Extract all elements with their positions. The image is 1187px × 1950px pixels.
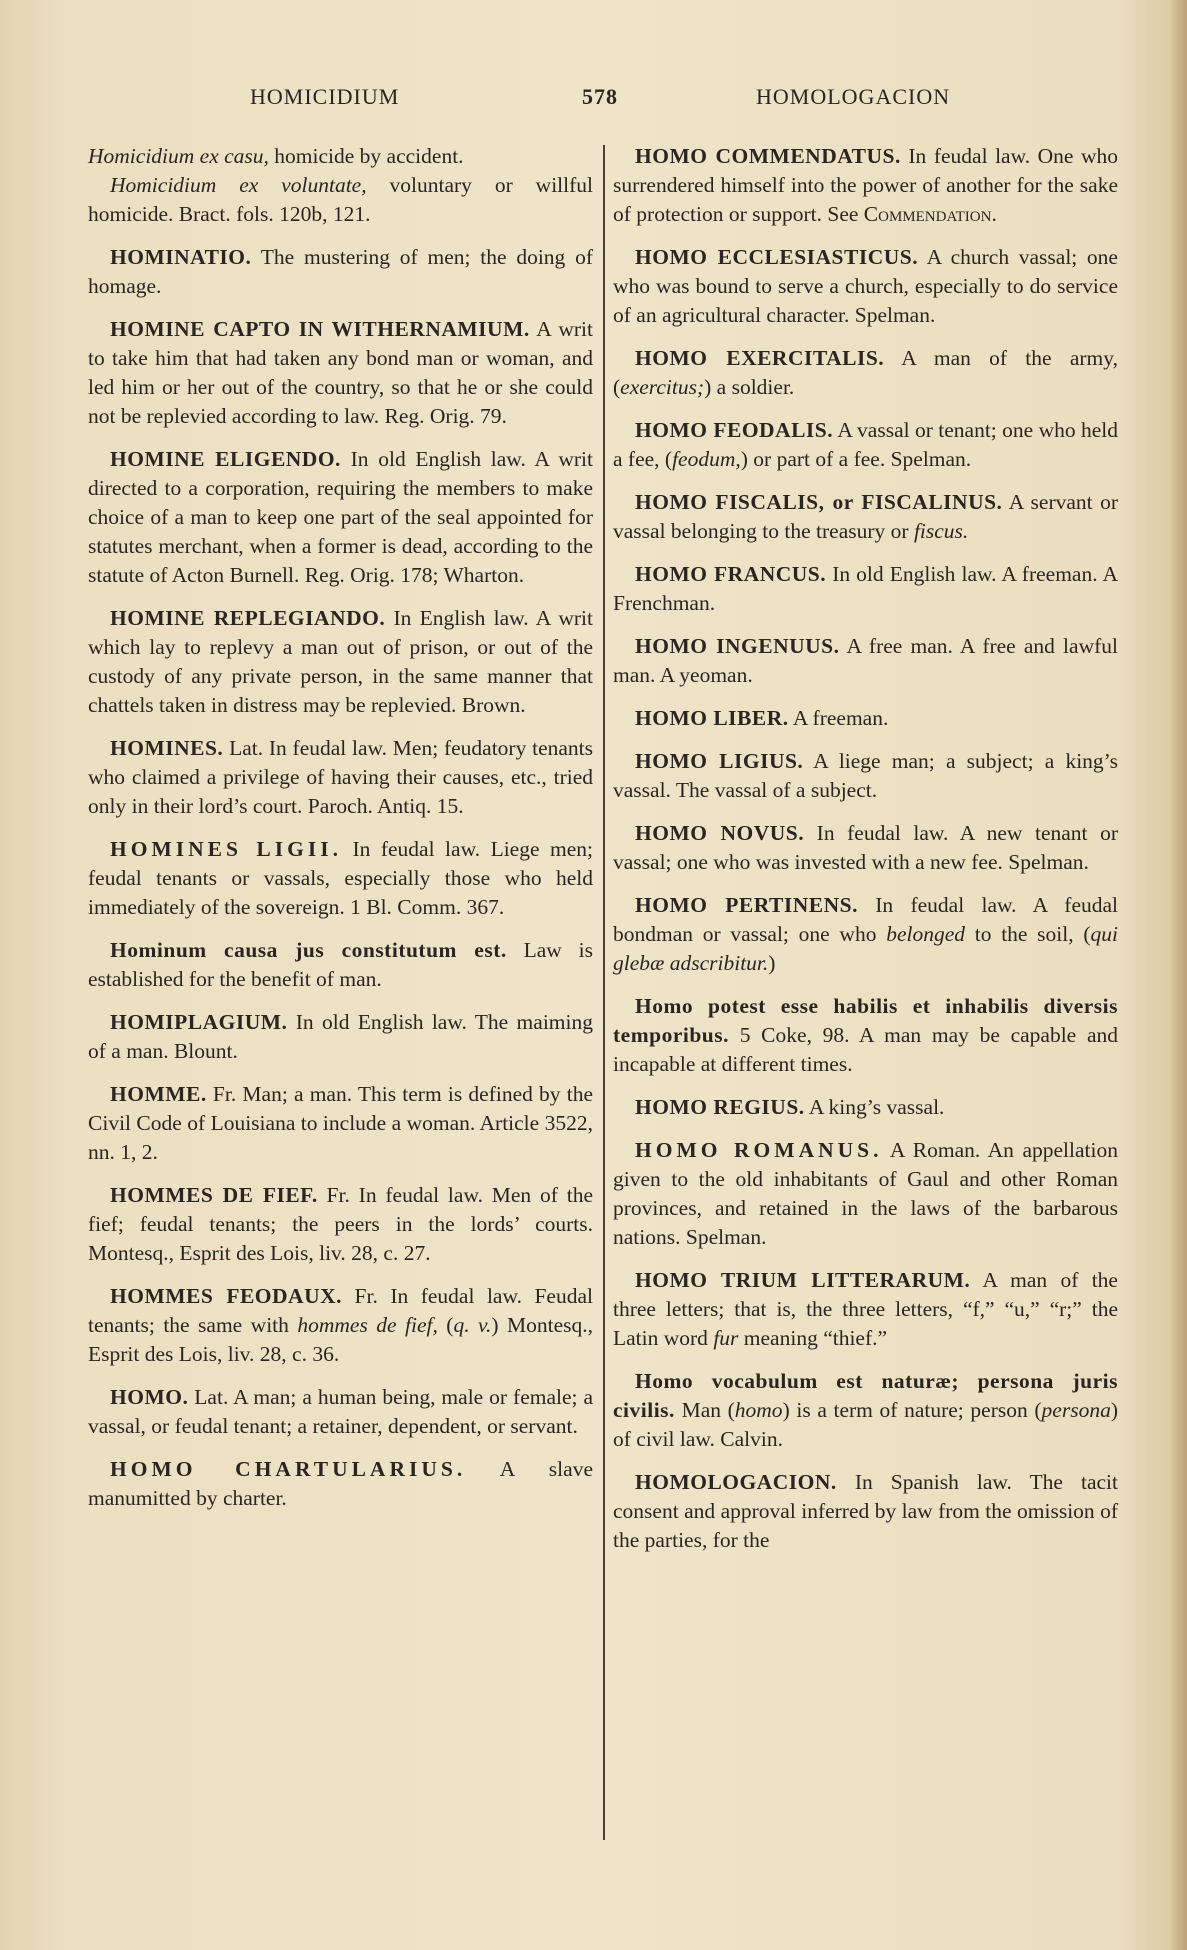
entry-text: A slave manumitted by charter. <box>88 1457 593 1510</box>
entry-text: ) a soldier. <box>704 375 795 399</box>
entry-text: In Spanish law. The tacit consent and approval inferred by law from the omission of the parties, for the <box>613 1470 1118 1552</box>
entry-headword: HOMO LIBER. <box>635 706 789 730</box>
entry-headword: HOMOLOGACION. <box>635 1470 837 1494</box>
left-column <box>88 142 593 1527</box>
page-spine-shadow <box>1169 0 1187 1950</box>
dictionary-entry <box>88 315 593 431</box>
page-number: 578 <box>582 84 618 109</box>
entry-text: In feudal law. One who surrendered himself into the power of another for the sake of protection or support. See <box>613 144 1118 226</box>
dictionary-entry <box>613 1367 1118 1454</box>
dictionary-entry <box>613 1093 1118 1122</box>
entry-text: meaning “thief.” <box>738 1326 888 1350</box>
entry-text: Fr. In feudal law. Men of the fief; feudal tenants; the peers in the lords’ courts. Montesq., Esprit des Lois, liv. 28, c. 27. <box>88 1183 593 1265</box>
entry-headword-italic: Homicidium ex casu, <box>88 144 269 168</box>
dictionary-entry <box>88 243 593 301</box>
entry-headword: Homo vocabulum est naturæ; persona juris civilis. <box>613 1369 1118 1422</box>
dictionary-entry <box>88 835 593 922</box>
entry-headword: HOMO TRIUM LITTERARUM. <box>635 1268 971 1292</box>
left-guide-word: HOMICIDIUM <box>250 84 400 109</box>
dictionary-entry <box>613 704 1118 733</box>
entry-text: Lat. A man; a human being, male or female; a vassal, or feudal tenant; a retainer, dependent, or servant. <box>88 1385 593 1438</box>
entry-italic-term: belonged <box>886 922 965 946</box>
dictionary-entry <box>613 747 1118 805</box>
dictionary-entry <box>88 1181 593 1268</box>
entry-italic-term: exercitus; <box>620 375 705 399</box>
entry-text: A free man. A free and lawful man. A yeoman. <box>613 634 1118 687</box>
entry-headword: HOMINE CAPTO IN WITHERNAMIUM. <box>110 317 530 341</box>
entry-headword: HOMO CHARTULARIUS. <box>110 1457 467 1481</box>
entry-headword: HOMINATIO. <box>110 245 252 269</box>
entry-headword: HOMINES. <box>110 736 224 760</box>
entry-headword: HOMO COMMENDATUS. <box>635 144 901 168</box>
entry-headword: HOMO FRANCUS. <box>635 562 827 586</box>
right-column <box>613 142 1118 1569</box>
entry-headword: HOMO INGENUUS. <box>635 634 840 658</box>
entry-text: In feudal law. Liege men; feudal tenants or vassals, especially those who held immediately of the sovereign. 1 Bl. Comm. 367. <box>88 837 593 919</box>
entry-text: A man of the three letters; that is, the three letters, “f,” “u,” “r;” the Latin word <box>613 1268 1118 1350</box>
dictionary-entry <box>613 488 1118 546</box>
dictionary-entry <box>88 1455 593 1513</box>
entry-text: ( <box>437 1313 454 1337</box>
entry-headword: HOMIPLAGIUM. <box>110 1010 288 1034</box>
entry-headword: Hominum causa jus constitutum est. <box>110 938 507 962</box>
dictionary-entry <box>613 632 1118 690</box>
right-guide-word: HOMOLOGACION <box>756 84 951 109</box>
entry-text: ) Montesq., Esprit des Lois, liv. 28, c. 36. <box>88 1313 593 1366</box>
cross-reference: Commendation. <box>863 202 997 226</box>
dictionary-entry <box>613 1468 1118 1555</box>
entry-text: A king’s vassal. <box>804 1095 945 1119</box>
dictionary-entry <box>88 142 593 171</box>
dictionary-entry <box>613 560 1118 618</box>
entry-headword: HOMINE REPLEGIANDO. <box>110 606 386 630</box>
dictionary-entry <box>613 891 1118 978</box>
dictionary-entry <box>88 604 593 720</box>
entry-text: ) <box>768 951 776 975</box>
entry-text: ) or part of a fee. Spelman. <box>740 447 972 471</box>
entry-text: A church vassal; one who was bound to serve a church, especially to do service of an agricultural character. Spelman. <box>613 245 1118 327</box>
entry-text: In feudal law. A new tenant or vassal; one who was invested with a new fee. Spelman. <box>613 821 1118 874</box>
entry-text: A servant or vassal belonging to the treasury or <box>613 490 1118 543</box>
entry-headword: HOMO FISCALIS, or FISCALINUS. <box>635 490 1003 514</box>
entry-italic-term: feodum, <box>672 447 741 471</box>
dictionary-entry <box>88 734 593 821</box>
column-divider <box>603 145 605 1840</box>
entry-text: Lat. In feudal law. Men; feudatory tenants who claimed a privilege of having their causes, etc., tried only in their lord’s court. Paroch. Antiq. 15. <box>88 736 593 818</box>
entry-headword: Homo potest esse habilis et inhabilis diversis temporibus. <box>613 994 1118 1047</box>
entry-text: The mustering of men; the doing of homage. <box>88 245 593 298</box>
entry-italic-term: fiscus. <box>913 519 969 543</box>
entry-text: In feudal law. A feudal bondman or vassal; one who <box>613 893 1118 946</box>
entry-headword: HOMMES DE FIEF. <box>110 1183 318 1207</box>
entry-text: A vassal or tenant; one who held a fee, ( <box>613 418 1118 471</box>
entry-text: homicide by accident. <box>268 144 464 168</box>
entry-italic-term: persona <box>1041 1398 1111 1422</box>
running-header <box>0 84 1187 124</box>
entry-text: to the soil, ( <box>965 922 1091 946</box>
entry-italic-term: hommes de fief, <box>297 1313 438 1337</box>
dictionary-entry <box>613 344 1118 402</box>
entry-headword: HOMO ROMANUS. <box>635 1138 883 1162</box>
entry-headword: HOMO. <box>110 1385 189 1409</box>
dictionary-entry <box>613 142 1118 229</box>
dictionary-entry <box>613 416 1118 474</box>
entry-headword: HOMO ECCLESIASTICUS. <box>635 245 919 269</box>
entry-headword: HOMO EXERCITALIS. <box>635 346 885 370</box>
entry-text: Fr. Man; a man. This term is defined by the Civil Code of Louisiana to include a woman. Article 3522, nn. 1, 2. <box>88 1082 593 1164</box>
dictionary-entry <box>613 1136 1118 1252</box>
dictionary-entry <box>88 1383 593 1441</box>
dictionary-entry <box>88 936 593 994</box>
dictionary-entry <box>613 1266 1118 1353</box>
entry-text: Fr. In feudal law. Feudal tenants; the same with <box>88 1284 593 1337</box>
dictionary-entry <box>88 445 593 590</box>
entry-headword: HOMINES LIGII. <box>110 837 342 861</box>
entry-headword: HOMME. <box>110 1082 207 1106</box>
entry-italic-term: q. v. <box>453 1313 492 1337</box>
entry-text: ) is a term of nature; person ( <box>782 1398 1042 1422</box>
entry-text: voluntary or willful homicide. Bract. fols. 120b, 121. <box>88 173 594 226</box>
entry-text: In old English law. A writ directed to a corporation, requiring the members to make choice of a man to keep one part of the seal appointed for statutes merchant, when a former is dead, according to the statute of Acton Burnell. Reg. Orig. 178; Wharton. <box>88 447 593 587</box>
entry-text: Law is established for the benefit of man. <box>88 938 594 991</box>
entry-headword: HOMO FEODALIS. <box>635 418 834 442</box>
entry-headword: HOMO LIGIUS. <box>635 749 804 773</box>
entry-italic-term: fur <box>713 1326 739 1350</box>
dictionary-entry <box>88 1080 593 1167</box>
entry-headword: HOMINE ELIGENDO. <box>110 447 341 471</box>
entry-headword-italic: Homicidium ex voluntate, <box>110 173 367 197</box>
entry-text: A man of the army, ( <box>613 346 1118 399</box>
entry-text: 5 Coke, 98. A man may be capable and incapable at different times. <box>613 1023 1118 1076</box>
entry-text: A Roman. An appellation given to the old inhabitants of Gaul and other Roman provinces, and retained in the laws of the barbarous nations. Spelman. <box>613 1138 1118 1249</box>
entry-headword: HOMO REGIUS. <box>635 1095 805 1119</box>
dictionary-entry <box>613 992 1118 1079</box>
entry-text: ) of civil law. Calvin. <box>613 1398 1118 1451</box>
entry-headword: HOMMES FEODAUX. <box>110 1284 343 1308</box>
entry-italic-term: qui glebæ adscribitur. <box>613 922 1119 975</box>
entry-headword: HOMO PERTINENS. <box>635 893 858 917</box>
entry-headword: HOMO NOVUS. <box>635 821 805 845</box>
dictionary-entry <box>88 1008 593 1066</box>
entry-text: In old English law. The maiming of a man. Blount. <box>88 1010 593 1063</box>
entry-text: A writ to take him that had taken any bond man or woman, and led him or her out of the country, so that he or she could not be replevied according to law. Reg. Orig. 79. <box>88 317 593 428</box>
entry-text: A liege man; a subject; a king’s vassal. The vassal of a subject. <box>613 749 1119 802</box>
entry-text: Man ( <box>674 1398 735 1422</box>
entry-text: A freeman. <box>788 706 889 730</box>
dictionary-entry <box>88 171 593 229</box>
entry-italic-term: homo <box>734 1398 783 1422</box>
dictionary-entry <box>613 819 1118 877</box>
entry-text: In old English law. A freeman. A Frenchman. <box>613 562 1118 615</box>
dictionary-entry <box>88 1282 593 1369</box>
entry-text: In English law. A writ which lay to replevy a man out of prison, or out of the custody of any private person, in the same manner that chattels taken in distress may be replevied. Brown. <box>88 606 593 717</box>
dictionary-entry <box>613 243 1118 330</box>
